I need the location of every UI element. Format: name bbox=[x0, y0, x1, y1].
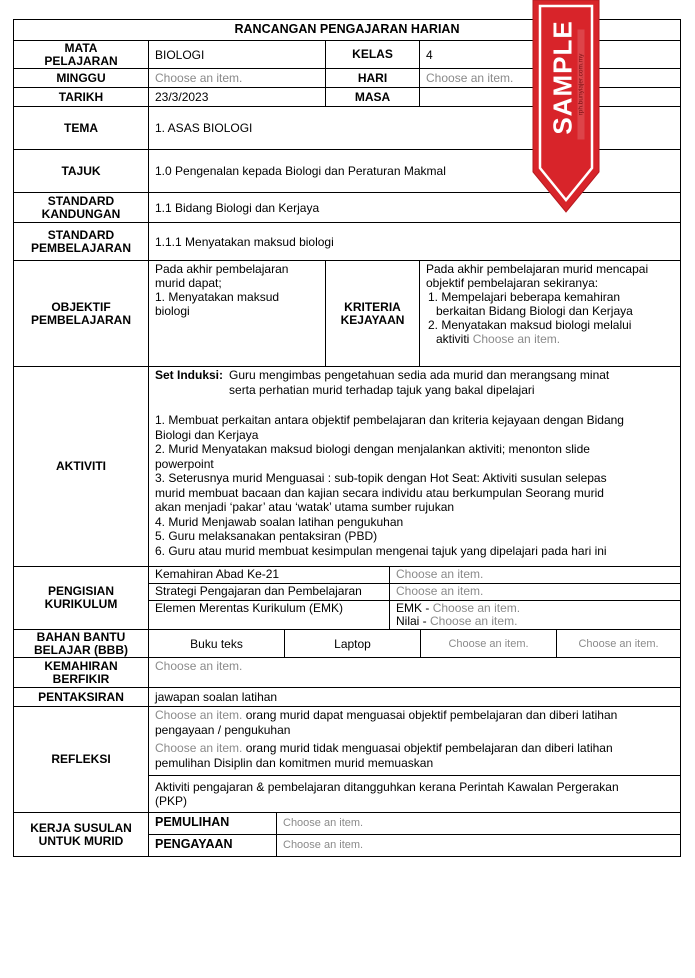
kriteria-line: berkaitan Bidang Biologi dan Kerjaya bbox=[436, 304, 633, 318]
label-aktiviti: AKTIVITI bbox=[14, 367, 149, 566]
label-minggu: MINGGU bbox=[14, 69, 149, 87]
label-pemulihan: PEMULIHAN bbox=[149, 813, 277, 834]
refleksi-text: pengayaan / pengukuhan bbox=[155, 723, 291, 737]
aktiviti-line: 5. Guru melaksanakan pentaksiran (PBD) bbox=[155, 529, 378, 543]
refleksi-notes[interactable] bbox=[149, 707, 680, 776]
set-induksi-line: serta perhatian murid terhadap tajuk yang bakal dipelajari bbox=[229, 382, 535, 397]
bahan-dropdown[interactable]: Choose an item. bbox=[578, 637, 659, 650]
refleksi-row bbox=[13, 707, 681, 813]
pengisian-item bbox=[149, 584, 680, 601]
pengisian-dropdown[interactable]: Choose an item. bbox=[396, 567, 484, 581]
kriteria-line: 2. Menyatakan maksud biologi melalui bbox=[428, 318, 632, 332]
emk-values bbox=[390, 601, 680, 629]
dropdown-hari[interactable]: Choose an item. bbox=[426, 71, 514, 85]
pengisian-name: Kemahiran Abad Ke-21 bbox=[149, 567, 390, 583]
refleksi-pkp-line: (PKP) bbox=[155, 794, 188, 808]
nilai-label: Nilai - bbox=[396, 614, 427, 628]
value-objektif[interactable] bbox=[149, 261, 326, 366]
kriteria-text: aktiviti bbox=[436, 332, 470, 346]
label-tarikh: TARIKH bbox=[14, 88, 149, 106]
label-kemahiran: KEMAHIRAN BERFIKIR bbox=[14, 658, 149, 687]
aktiviti-line: Biologi dan Kerjaya bbox=[155, 427, 259, 442]
pengisian-name: Strategi Pengajaran dan Pembelajaran bbox=[149, 584, 390, 600]
nilai-dropdown[interactable]: Choose an item. bbox=[430, 614, 518, 628]
aktiviti-line: 3. Seterusnya murid Menguasai : sub-topik dengan Hot Seat: Aktiviti susulan selepas bbox=[155, 471, 607, 485]
label-pengisian: PENGISIAN KURIKULUM bbox=[14, 567, 149, 629]
sample-text-wrap bbox=[530, 0, 602, 215]
pengisian-grid bbox=[149, 567, 680, 629]
refleksi-dropdown[interactable]: Choose an item. bbox=[155, 741, 243, 755]
refleksi-content bbox=[149, 707, 680, 812]
label-pentaksiran: PENTAKSIRAN bbox=[14, 688, 149, 706]
value-pentaksiran[interactable]: jawapan soalan latihan bbox=[155, 690, 278, 704]
emk-name: Elemen Merentas Kurikulum (EMK) bbox=[149, 601, 390, 629]
value-kelas[interactable]: 4 bbox=[426, 47, 433, 62]
pengisian-item bbox=[149, 567, 680, 584]
kriteria-line: objektif pembelajaran sekiranya: bbox=[426, 276, 599, 290]
aktiviti-line: murid membuat bacaan dan kajian secara individu atau berkumpulan Seorang murid bbox=[155, 485, 604, 500]
pengayaan-item bbox=[149, 835, 680, 856]
refleksi-text: orang murid tidak menguasai objektif pembelajaran dan diberi latihan bbox=[245, 741, 613, 755]
label-hari: HARI bbox=[326, 69, 420, 87]
pengayaan-dropdown[interactable]: Choose an item. bbox=[283, 839, 364, 851]
dropdown-minggu[interactable]: Choose an item. bbox=[149, 69, 326, 87]
bahan-item[interactable]: Laptop bbox=[285, 630, 421, 657]
label-masa: MASA bbox=[326, 88, 420, 106]
kerja-susulan-grid bbox=[149, 813, 680, 856]
aktiviti-line: 4. Murid Menjawab soalan latihan pengukuhan bbox=[155, 514, 404, 529]
kemahiran-row bbox=[13, 658, 681, 688]
objektif-row bbox=[13, 261, 681, 367]
value-tajuk[interactable]: 1.0 Pengenalan kepada Biologi dan Peraturan Makmal bbox=[155, 164, 446, 178]
refleksi-pkp-line: Aktiviti pengajaran & pembelajaran ditangguhkan kerana Perintah Kawalan Pergerakan bbox=[155, 780, 619, 794]
emk-dropdown[interactable]: Choose an item. bbox=[432, 601, 521, 615]
label-kriteria: KRITERIA KEJAYAAN bbox=[326, 261, 420, 366]
objektif-line: 1. Menyatakan maksud bbox=[155, 290, 280, 304]
aktiviti-row bbox=[13, 367, 681, 567]
kriteria-dropdown[interactable]: Choose an item. bbox=[472, 332, 561, 346]
label-tajuk: TAJUK bbox=[14, 150, 149, 192]
label-pengayaan: PENGAYAAN bbox=[149, 835, 277, 856]
kriteria-line bbox=[426, 332, 674, 346]
value-standard-pembelajaran[interactable]: 1.1.1 Menyatakan maksud biologi bbox=[155, 234, 334, 249]
aktiviti-line: akan menjadi ‘pakar’ atau ‘watak’ utama sumber rujukan bbox=[155, 500, 455, 514]
kriteria-line: 1. Mempelajari beberapa kemahiran bbox=[428, 290, 621, 304]
bahan-dropdown[interactable]: Choose an item. bbox=[421, 630, 557, 657]
label-mata-pelajaran: MATA PELAJARAN bbox=[14, 41, 149, 68]
value-tarikh[interactable]: 23/3/2023 bbox=[149, 88, 326, 106]
kemahiran-dropdown[interactable]: Choose an item. bbox=[155, 659, 243, 673]
refleksi-pkp[interactable] bbox=[149, 776, 680, 812]
objektif-line: murid dapat; bbox=[155, 276, 222, 290]
kriteria-line: Pada akhir pembelajaran murid mencapai bbox=[426, 262, 649, 276]
set-induksi-label: Set Induksi: bbox=[155, 368, 224, 382]
objektif-line: biologi bbox=[155, 304, 190, 318]
value-aktiviti[interactable] bbox=[149, 367, 680, 566]
aktiviti-line: 6. Guru atau murid membuat kesimpulan mengenai tajuk yang dipelajari pada hari ini bbox=[155, 543, 607, 558]
aktiviti-line: 1. Membuat perkaitan antara objektif pembelajaran dan kriteria kejayaan dengan Bidang bbox=[155, 413, 624, 427]
refleksi-text: pemulihan Disiplin dan komitmen murid memuaskan bbox=[155, 756, 434, 770]
sample-stamp bbox=[530, 0, 602, 215]
bahan-row bbox=[13, 630, 681, 658]
label-standard-pembelajaran: STANDARD PEMBELAJARAN bbox=[14, 223, 149, 260]
label-standard-kandungan: STANDARD KANDUNGAN bbox=[14, 193, 149, 222]
value-kriteria[interactable] bbox=[420, 261, 680, 366]
objektif-line: Pada akhir pembelajaran bbox=[155, 262, 289, 276]
pemulihan-dropdown[interactable]: Choose an item. bbox=[283, 817, 364, 829]
label-kerja-susulan: KERJA SUSULAN UNTUK MURID bbox=[14, 813, 149, 856]
pengisian-row bbox=[13, 567, 681, 630]
set-induksi bbox=[155, 368, 674, 397]
pengisian-dropdown[interactable]: Choose an item. bbox=[396, 584, 484, 598]
value-mata-pelajaran[interactable]: BIOLOGI bbox=[149, 41, 326, 68]
label-kelas: KELAS bbox=[326, 41, 420, 68]
label-bahan: BAHAN BANTU BELAJAR (BBB) bbox=[14, 630, 149, 657]
set-induksi-text bbox=[229, 368, 609, 397]
document-title: RANCANGAN PENGAJARAN HARIAN bbox=[234, 22, 460, 36]
emk-label: EMK - bbox=[396, 601, 430, 615]
value-standard-kandungan[interactable]: 1.1 Bidang Biologi dan Kerjaya bbox=[155, 200, 320, 215]
standard-pembelajaran-row bbox=[13, 223, 681, 261]
kerja-susulan-row bbox=[13, 813, 681, 857]
sample-text: SAMPLE bbox=[547, 20, 578, 135]
refleksi-dropdown[interactable]: Choose an item. bbox=[155, 708, 243, 722]
label-refleksi: REFLEKSI bbox=[14, 707, 149, 812]
label-tema: TEMA bbox=[14, 107, 149, 149]
value-tema[interactable]: 1. ASAS BIOLOGI bbox=[155, 121, 253, 135]
aktiviti-line: powerpoint bbox=[155, 456, 214, 471]
pemulihan-item bbox=[149, 813, 680, 835]
pentaksiran-row bbox=[13, 688, 681, 707]
sample-small-text: rph.bunyiajer.com.my bbox=[578, 30, 585, 140]
pengisian-item bbox=[149, 601, 680, 629]
bahan-item[interactable]: Buku teks bbox=[149, 630, 285, 657]
set-induksi-line: Guru mengimbas pengetahuan sedia ada murid dan merangsang minat bbox=[229, 368, 610, 382]
refleksi-text: orang murid dapat menguasai objektif pembelajaran dan diberi latihan bbox=[245, 708, 618, 722]
aktiviti-line: 2. Murid Menyatakan maksud biologi dengan menjalankan aktiviti; menonton slide bbox=[155, 442, 590, 456]
label-objektif: OBJEKTIF PEMBELAJARAN bbox=[14, 261, 149, 366]
